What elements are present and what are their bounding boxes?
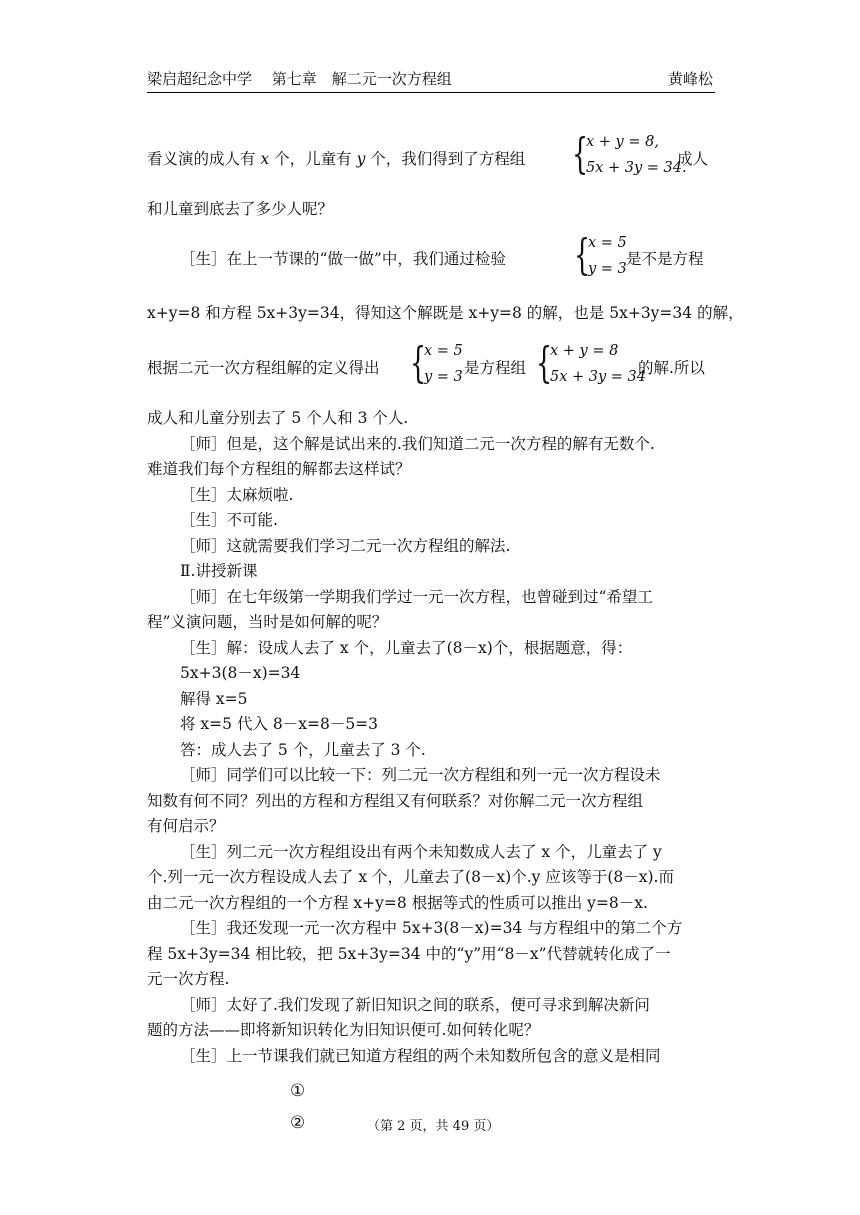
- paragraph-line: 个.列一元一次方程设成人去了 x 个，儿童去了(8－x)个.y 应该等于(8－x).而: [147, 868, 674, 886]
- paragraph-line: ［师］在七年级第一学期我们学过一元一次方程，也曾碰到过“希望工: [180, 588, 653, 606]
- paragraph-line: 答：成人去了 5 个，儿童去了 3 个.: [180, 741, 426, 759]
- paragraph-line: 题的方法——即将新知识转化为旧知识便可.如何转化呢？: [147, 1021, 540, 1039]
- equation-line: 解得 x=5: [180, 690, 248, 708]
- paragraph-line: ［生］列二元一次方程组设出有两个未知数成人去了 x 个，儿童去了 y: [180, 843, 662, 861]
- section-heading: Ⅱ.讲授新课: [180, 562, 258, 580]
- equation-line: 将 x=5 代入 8－x=8－5=3: [180, 715, 379, 733]
- header-title: 梁启超纪念中学 第七章 解二元一次方程组: [147, 70, 452, 88]
- paragraph-line: 知数有何不同？列出的方程和方程组又有何联系？对你解二元一次方程组: [147, 792, 644, 810]
- paragraph-line: 看义演的成人有 x 个，儿童有 y 个，我们得到了方程组: [147, 150, 526, 168]
- paragraph-line: ［生］解：设成人去了 x 个，儿童去了(8－x)个，根据题意，得：: [180, 639, 633, 657]
- paragraph-line: 程”义演问题，当时是如何解的呢？: [147, 613, 388, 631]
- paragraph-line: ［师］这就需要我们学习二元一次方程组的解法.: [180, 537, 511, 555]
- brace: {: [536, 338, 553, 387]
- paragraph-line: ［师］太好了.我们发现了新旧知识之间的联系，便可寻求到解决新问: [180, 996, 650, 1014]
- paragraph-line: 和儿童到底去了多少人呢？: [147, 200, 334, 218]
- page-header: [147, 66, 715, 93]
- paragraph-line-end: 成人: [677, 150, 709, 168]
- header-author: 黄峰松: [667, 70, 713, 88]
- paragraph-line: ［师］但是，这个解是试出来的.我们知道二元一次方程的解有无数个.: [180, 435, 655, 453]
- brace: {: [572, 129, 589, 178]
- paragraph-line: 有何启示？: [147, 817, 225, 835]
- paragraph-line: 元一次方程.: [147, 970, 230, 988]
- paragraph-line: ［生］我还发现一元一次方程中 5x+3(8－x)=34 与方程组中的第二个方: [180, 919, 683, 937]
- brace: {: [574, 230, 591, 279]
- brace: {: [410, 338, 427, 387]
- paragraph-line: 由二元一次方程组的一个方程 x+y=8 根据等式的性质可以推出 y=8－x.: [147, 894, 648, 912]
- circled-number-1: ①: [290, 1081, 306, 1101]
- paragraph-line: ［生］在上一节课的“做一做”中，我们通过检验: [180, 250, 506, 268]
- circled-number-2: ②: [290, 1113, 306, 1133]
- paragraph-line: x+y=8 和方程 5x+3y=34，得知这个解既是 x+y=8 的解，也是 5x+3y=34 的解，: [147, 304, 744, 322]
- equation-line: 5x+3(8－x)=34: [180, 664, 301, 682]
- paragraph-line: ［师］同学们可以比较一下：列二元一次方程组和列一元一次方程设未: [180, 766, 661, 784]
- paragraph-line: 程 5x+3y=34 相比较，把 5x+3y=34 中的“y”用“8－x”代替就转化成了一: [147, 945, 671, 963]
- paragraph-line: ［生］上一节课我们就已知道方程组的两个未知数所包含的意义是相同: [180, 1047, 661, 1065]
- page-footer: （第 2 页，共 49 页）: [367, 1119, 500, 1134]
- paragraph-line: 根据二元一次方程组解的定义得出: [147, 359, 380, 377]
- paragraph-line: ［生］不可能.: [180, 511, 278, 529]
- paragraph-line: ［生］太麻烦啦.: [180, 486, 294, 504]
- paragraph-line: 难道我们每个方程组的解都去这样试？: [147, 460, 411, 478]
- paragraph-line: 成人和儿童分别去了 5 个人和 3 个人.: [147, 409, 409, 427]
